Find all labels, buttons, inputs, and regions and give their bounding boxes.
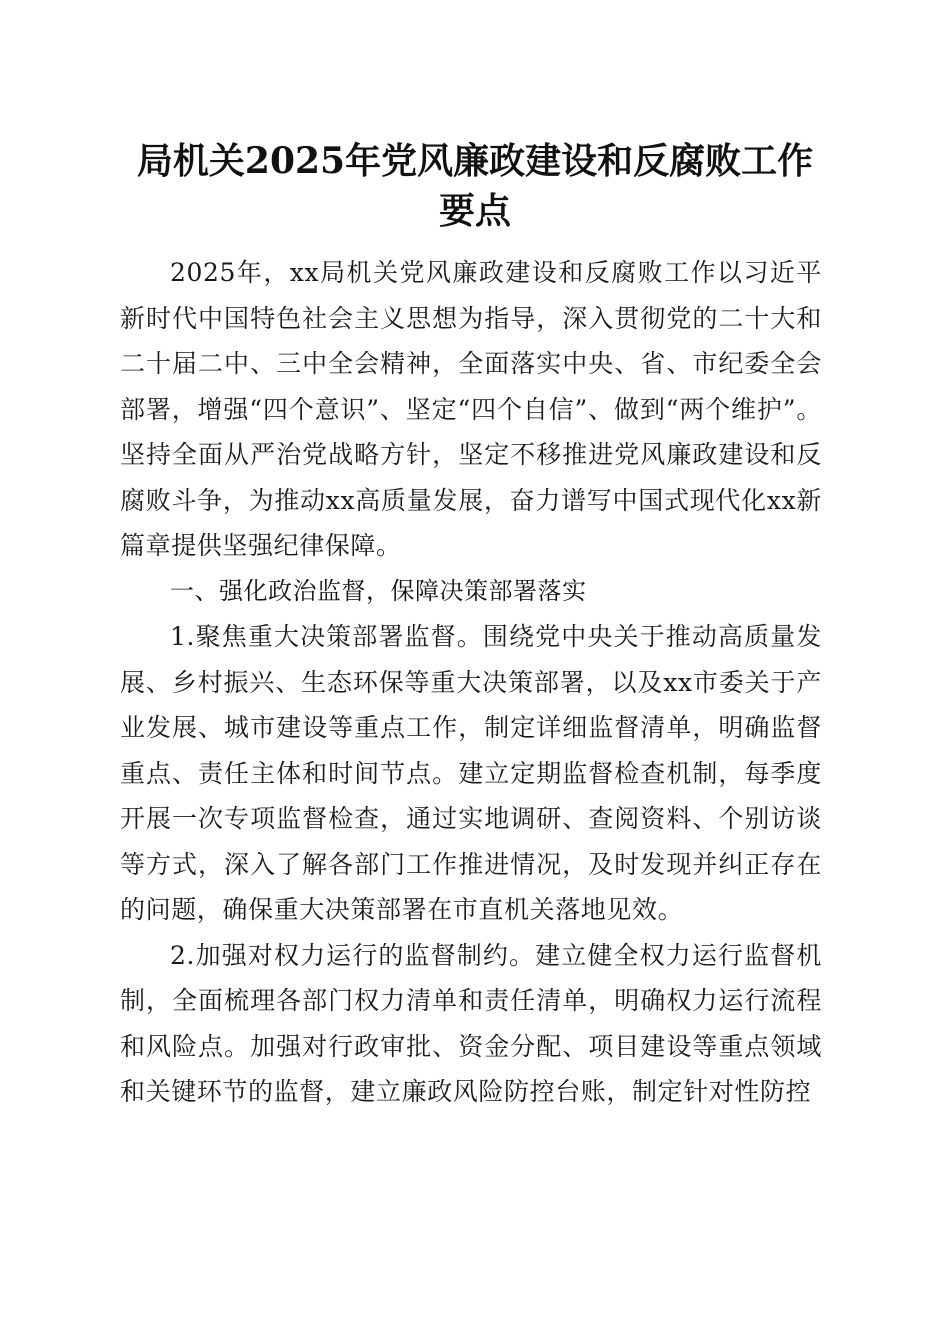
item-paragraph-2: 2.加强对权力运行的监督制约。建立健全权力运行监督机制，全面梳理各部门权力清单和责任清单，明确权力运行流程和风险点。加强对行政审批、资金分配、项目建设等重点领域和关键环节的监督，建立廉政风险防控台账，制定针对性防控 [120, 940, 822, 1106]
intro-paragraph: 2025年，xx局机关党风廉政建设和反腐败工作以习近平新时代中国特色社会主义思想为指导，深入贯彻党的二十大和二十届二中、三中全会精神，全面落实中央、省、市纪委全会部署，增强“四个意识”、坚定“四个自信”、做到“两个维护”。坚持全面从严治党战略方针，坚定不移推进党风廉政建设和反腐败斗争，为推动xx高质量发展，奋力谱写中国式现代化xx新篇章提供坚强纪律保障。 [120, 258, 822, 560]
document-body [120, 250, 822, 1115]
item-paragraph-1: 1.聚焦重大决策部署监督。围绕党中央关于推动高质量发展、乡村振兴、生态环保等重大决策部署，以及xx市委关于产业发展、城市建设等重点工作，制定详细监督清单，明确监督重点、责任主体和时间节点。建立定期监督检查机制，每季度开展一次专项监督检查，通过实地调研、查阅资料、个别访谈等方式，深入了解各部门工作推进情况，及时发现并纠正存在的问题，确保重大决策部署在市直机关落地见效。 [120, 622, 822, 924]
document-title: 局机关2025年党风廉政建设和反腐败工作要点 [136, 140, 814, 232]
section-heading: 一、强化政治监督，保障决策部署落实 [170, 576, 587, 605]
